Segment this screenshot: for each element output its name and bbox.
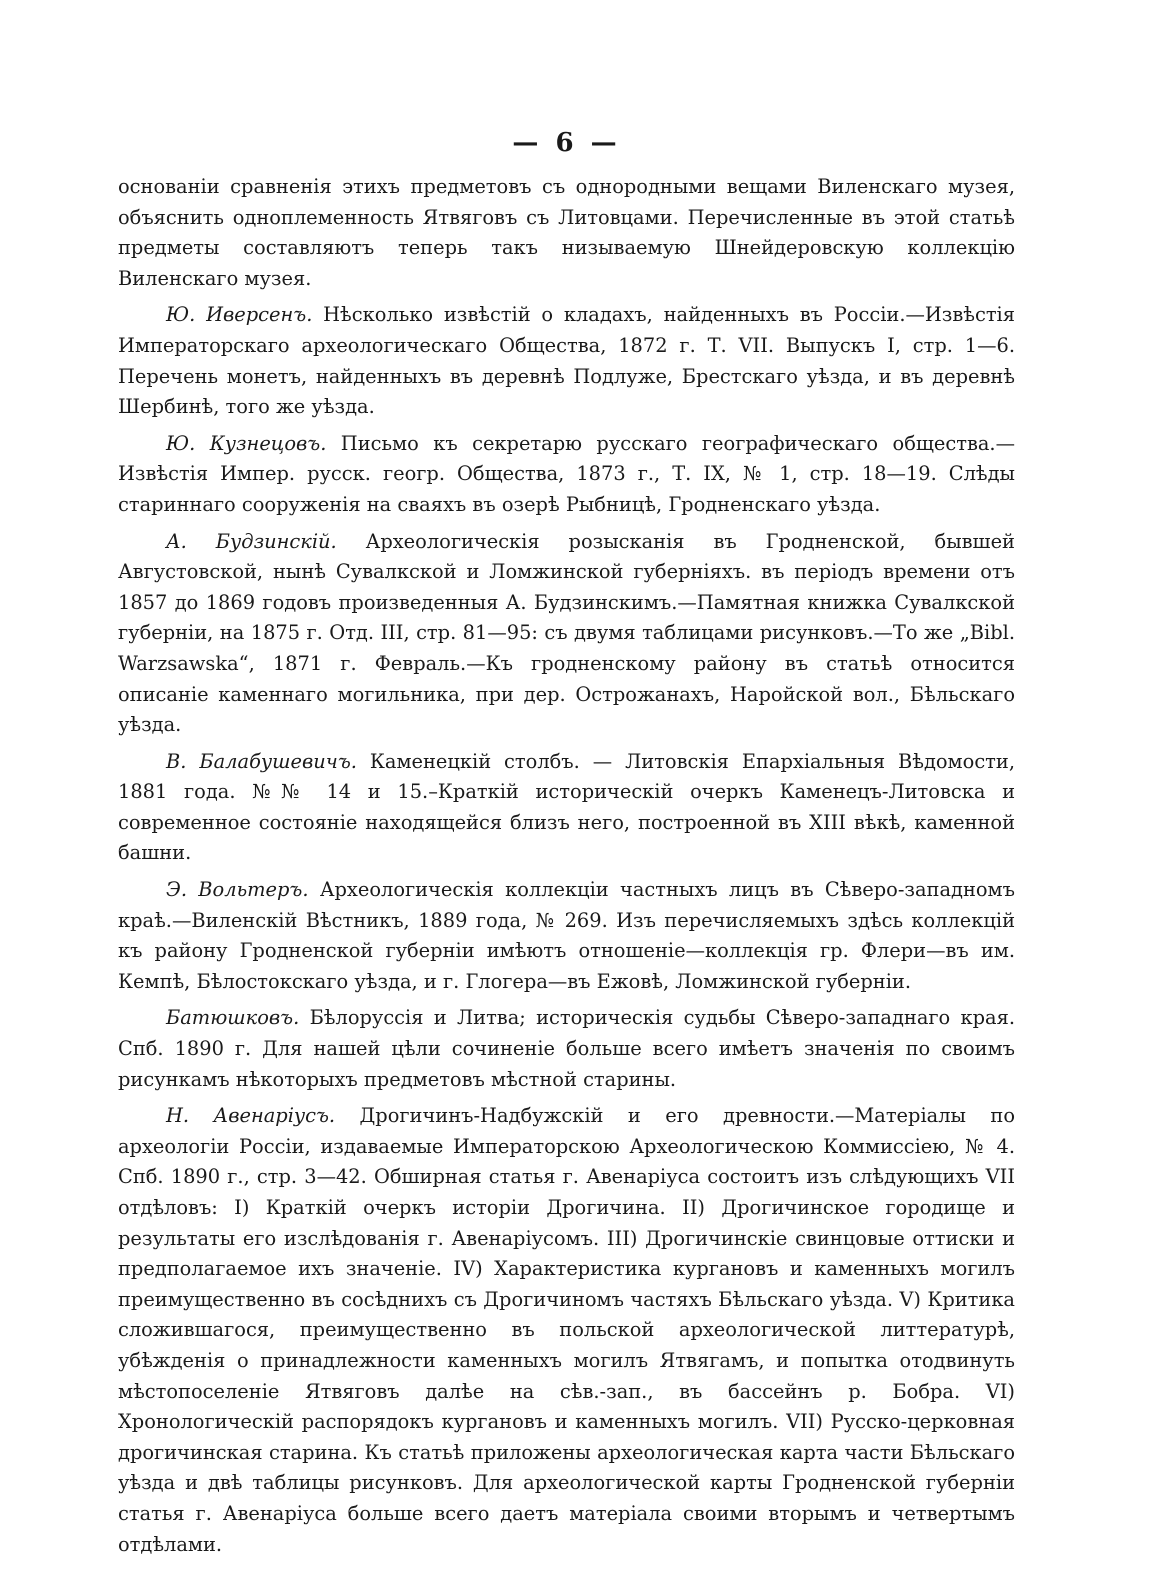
bibliography-entry: [118, 875, 1015, 997]
entry-text: Археологическія розысканія въ Гродненской, бывшей Августовской, нынѣ Сувалкской и Ломжинской губерніяхъ. въ періодъ времени отъ 1857 до 1869 годовъ произведенныя А. Будзинскимъ.—Памятная книжка Сувалкской губерніи, на 1875 г. Отд. III, стр. 81—95: съ двумя таблицами рисунковъ.—То же „Bibl. Warzsawska“, 1871 г. Февраль.—Къ гродненскому району въ статьѣ относится описаніе каменнаго могильника, при дер. Острожанахъ, Наройской вол., Бѣльскаго уѣзда.: [118, 529, 1015, 737]
entry-text: Нѣсколько извѣстій о кладахъ, найденныхъ въ Россіи.—Извѣстія Императорскаго археологическаго Общества, 1872 г. Т. VII. Выпускъ I, стр. 1—6. Перечень монетъ, найденныхъ въ деревнѣ Подлуже, Брестскаго уѣзда, и въ деревнѣ Шербинѣ, того же уѣзда.: [118, 303, 1015, 419]
bibliography-entry: [118, 300, 1015, 422]
entry-author: Ю. Иверсенъ.: [166, 303, 313, 327]
entry-author: Ю. Кузнецовъ.: [166, 431, 327, 455]
bibliography-entry: [118, 1003, 1015, 1095]
entry-author: Батюшковъ.: [166, 1006, 300, 1030]
bibliography-entry: [118, 747, 1015, 869]
page-body: [118, 172, 1015, 1560]
page-number: — 6 —: [512, 128, 621, 158]
bibliography-entry: [118, 1101, 1015, 1560]
entry-text: Дрогичинъ-Надбужскій и его древности.—Матеріалы по археологіи Россіи, издаваемые Императорскою Археологическою Коммиссіею, № 4. Спб. 1890 г., стр. 3—42. Обширная статья г. Авенаріуса состоитъ изъ слѣдующихъ VII отдѣловъ: I) Краткій очеркъ исторіи Дрогичина. II) Дрогичинское городище и результаты его изслѣдованія г. Авенаріусомъ. III) Дрогичинскіе свинцовые оттиски и предполагаемое ихъ значеніе. IV) Характеристика кургановъ и каменныхъ могилъ преимущественно въ сосѣднихъ съ Дрогичиномъ частяхъ Бѣльскаго уѣзда. V) Критика сложившагося, преимущественно въ польской археологической литтературѣ, убѣжденія о принадлежности каменныхъ могилъ Ятвягамъ, и попытка отодвинуть мѣстопоселеніе Ятвяговъ далѣе на сѣв.-зап., въ бассейнъ р. Бобра. VI) Хронологическій распорядокъ кургановъ и каменныхъ могилъ. VII) Русско-церковная дрогичинская старина. Къ статьѣ приложены археологическая карта части Бѣльскаго уѣзда и двѣ таблицы рисунковъ. Для археологической карты Гродненской губерніи статья г. Авенаріуса больше всего даетъ матеріала своими вторымъ и четвертымъ отдѣлами.: [118, 1104, 1015, 1556]
intro-paragraph: основаніи сравненія этихъ предметовъ съ однородными вещами Виленскаго музея, объяснить одноплеменность Ятвяговъ съ Литовцами. Перечисленные въ этой статьѣ предметы составляютъ теперь такъ низываемую Шнейдеровскую коллекцію Виленскаго музея.: [118, 175, 1015, 290]
entry-text: Каменецкій столбъ. — Литовскія Епархіальныя Вѣдомости, 1881 года. №№ 14 и 15.–Краткій историческій очеркъ Каменецъ-Литовска и современное состояніе находящейся близъ него, построенной въ XIII вѣкѣ, каменной башни.: [118, 749, 1015, 865]
bibliography-entry: [118, 527, 1015, 741]
entry-text: Археологическія коллекціи частныхъ лицъ въ Сѣверо-западномъ краѣ.—Виленскій Вѣстникъ, 1889 года, № 269. Изъ перечисляемыхъ здѣсь коллекцій къ району Гродненской губерніи имѣютъ отношеніе—коллекція гр. Флери—въ им. Кемпѣ, Бѣлостокскаго уѣзда, и г. Глогера—въ Ежовѣ, Ломжинской губерніи.: [118, 878, 1015, 993]
entry-text: Бѣлоруссія и Литва; историческія судьбы Сѣверо-западнаго края. Спб. 1890 г. Для нашей цѣли сочиненіе больше всего имѣетъ значенія по своимъ рисункамъ нѣкоторыхъ предметовъ мѣстной старины.: [118, 1006, 1015, 1091]
entry-author: Н. Авенаріусъ.: [166, 1104, 336, 1128]
bibliography-entry: [118, 429, 1015, 521]
entry-text: Письмо къ секретарю русскаго географическаго общества.—Извѣстія Импер. русск. геогр. Общества, 1873 г., Т. IX, № 1, стр. 18—19. Слѣды стариннаго сооруженія на сваяхъ въ озерѣ Рыбницѣ, Гродненскаго уѣзда.: [118, 431, 1015, 516]
entry-author: А. Будзинскій.: [166, 529, 337, 553]
entry-author: В. Балабушевичъ.: [166, 749, 357, 773]
entry-author: Э. Вольтеръ.: [166, 878, 309, 902]
